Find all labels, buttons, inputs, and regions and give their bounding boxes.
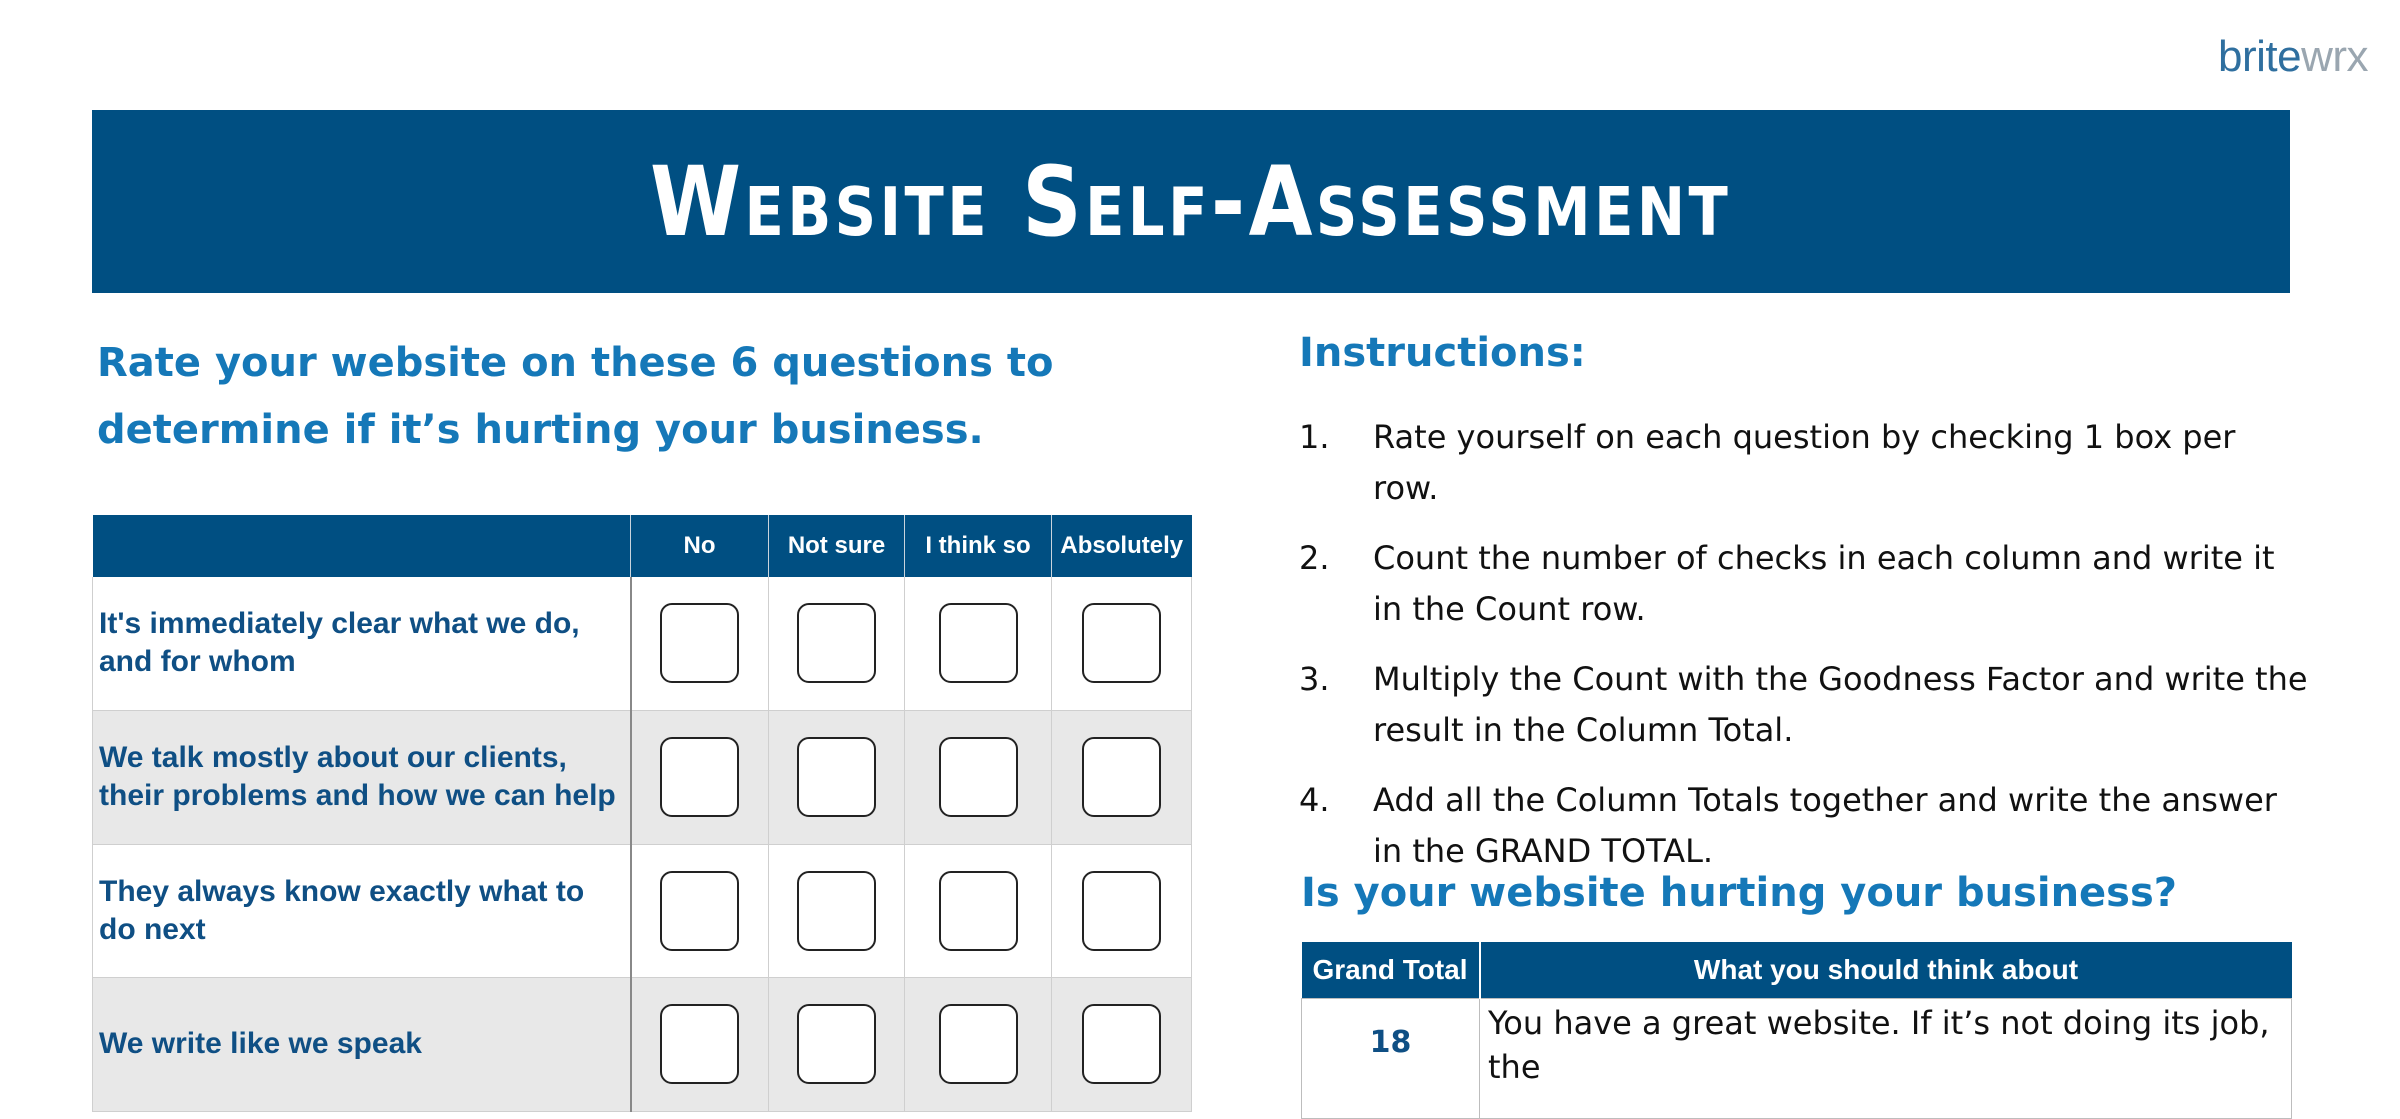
instructions-list bbox=[1299, 412, 2309, 896]
rating-table bbox=[92, 515, 1192, 1112]
instruction-step bbox=[1299, 775, 2309, 877]
question-row bbox=[93, 710, 1192, 844]
answer-cell bbox=[769, 844, 905, 977]
step-number: 1. bbox=[1299, 418, 1330, 456]
answer-cell bbox=[905, 710, 1052, 844]
rating-header-blank bbox=[93, 515, 631, 577]
checkbox-no[interactable] bbox=[660, 603, 739, 683]
col-header-no: No bbox=[631, 515, 769, 577]
question-text: It's immediately clear what we do, and for whom bbox=[93, 577, 631, 710]
answer-cell bbox=[631, 977, 769, 1111]
answer-cell bbox=[1052, 577, 1192, 710]
question-row bbox=[93, 977, 1192, 1111]
answer-cell bbox=[631, 577, 769, 710]
answer-cell bbox=[905, 577, 1052, 710]
col-header-think-about: What you should think about bbox=[1480, 942, 2292, 999]
rating-header-row bbox=[93, 515, 1192, 577]
answer-cell bbox=[631, 844, 769, 977]
answer-cell bbox=[769, 977, 905, 1111]
checkbox-not-sure[interactable] bbox=[797, 737, 876, 817]
answer-cell bbox=[905, 844, 1052, 977]
question-text: We talk mostly about our clients, their problems and how we can help bbox=[93, 710, 631, 844]
page-title: Website Self-Assessment bbox=[650, 145, 1732, 258]
answer-cell bbox=[1052, 977, 1192, 1111]
answer-cell bbox=[769, 710, 905, 844]
col-header-absolutely: Absolutely bbox=[1052, 515, 1192, 577]
checkbox-i-think-so[interactable] bbox=[939, 1004, 1018, 1084]
checkbox-absolutely[interactable] bbox=[1082, 871, 1161, 951]
checkbox-no[interactable] bbox=[660, 871, 739, 951]
title-banner bbox=[92, 110, 2290, 293]
checkbox-i-think-so[interactable] bbox=[939, 871, 1018, 951]
grand-total-message: You have a great website. If it’s not doing its job, the bbox=[1480, 999, 2292, 1119]
britewrx-logo bbox=[2218, 32, 2368, 82]
instructions-title: Instructions: bbox=[1299, 330, 1586, 376]
question-row bbox=[93, 577, 1192, 710]
checkbox-i-think-so[interactable] bbox=[939, 603, 1018, 683]
step-number: 4. bbox=[1299, 781, 1330, 819]
hurting-title: Is your website hurting your business? bbox=[1301, 870, 2177, 916]
instruction-step bbox=[1299, 654, 2309, 756]
checkbox-no[interactable] bbox=[660, 737, 739, 817]
checkbox-absolutely[interactable] bbox=[1082, 603, 1161, 683]
col-header-not-sure: Not sure bbox=[769, 515, 905, 577]
question-text: They always know exactly what to do next bbox=[93, 844, 631, 977]
checkbox-not-sure[interactable] bbox=[797, 1004, 876, 1084]
checkbox-not-sure[interactable] bbox=[797, 871, 876, 951]
checkbox-not-sure[interactable] bbox=[797, 603, 876, 683]
step-number: 2. bbox=[1299, 539, 1330, 577]
logo-part-wrx: wrx bbox=[2301, 32, 2368, 81]
answer-cell bbox=[1052, 844, 1192, 977]
instruction-step bbox=[1299, 533, 2309, 635]
instruction-step bbox=[1299, 412, 2309, 514]
checkbox-i-think-so[interactable] bbox=[939, 737, 1018, 817]
grand-total-table bbox=[1301, 942, 2292, 1119]
question-row bbox=[93, 844, 1192, 977]
step-number: 3. bbox=[1299, 660, 1330, 698]
intro-heading: Rate your website on these 6 questions to determine if it’s hurting your business. bbox=[97, 340, 1054, 453]
answer-cell bbox=[631, 710, 769, 844]
answer-cell bbox=[905, 977, 1052, 1111]
col-header-grand-total: Grand Total bbox=[1302, 942, 1480, 999]
grand-row bbox=[1302, 999, 2292, 1119]
answer-cell bbox=[769, 577, 905, 710]
step-text: Rate yourself on each question by checking 1 box per row. bbox=[1373, 418, 2236, 507]
checkbox-absolutely[interactable] bbox=[1082, 737, 1161, 817]
question-text: We write like we speak bbox=[93, 977, 631, 1111]
checkbox-absolutely[interactable] bbox=[1082, 1004, 1161, 1084]
grand-total-value: 18 bbox=[1302, 999, 1480, 1119]
grand-header-row bbox=[1302, 942, 2292, 999]
col-header-i-think-so: I think so bbox=[905, 515, 1052, 577]
checkbox-no[interactable] bbox=[660, 1004, 739, 1084]
step-text: Count the number of checks in each column and write it in the Count row. bbox=[1373, 539, 2275, 628]
step-text: Add all the Column Totals together and write the answer in the GRAND TOTAL. bbox=[1373, 781, 2277, 870]
logo-part-brite: brite bbox=[2217, 32, 2302, 81]
step-text: Multiply the Count with the Goodness Factor and write the result in the Column Total. bbox=[1373, 660, 2308, 749]
answer-cell bbox=[1052, 710, 1192, 844]
